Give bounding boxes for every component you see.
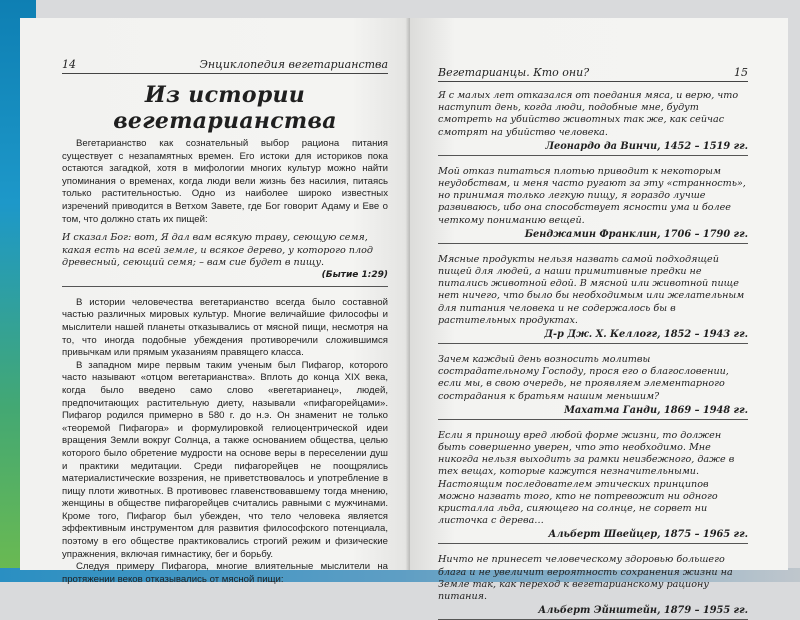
quote-author: Леонардо да Винчи, 1452 – 1519 гг.	[438, 141, 748, 156]
pythagoras-paragraph: В западном мире первым таким ученым был Пифагор, которого часто называют «отцом вегетарианства». Вплоть до конца XIX века, когда было введено само слово «вегетарианец», людей, предпочитающих растительную диету, называли «пифагорейцами». Пифагор родился примерно в 580 г. до н.э. Он знаменит не только «теоремой Пифагора» и формулировкой гелиоцентрической идеи вращения Земли вокруг Солнца, а также основанием общества, целью которого было обретение мудрости на основе веры в переселении душ и практики медитации. Среди пифагорейцев не поощрялись материалистические воззрения, не приветствовалось и употребление в пищу плоти животных. В противовес главенствовавшему тогда мнению, женщины в обществе пифагорейцев считались равными с мужчинами. Кроме того, Пифагор был убежден, что тело человека является эффективным инструментом для развития философского потенциала, поэтому в его обществе практиковались строгий режим и физические упражнения, включая гимнастику, бег и борьбу.	[62, 359, 388, 560]
quote-author: Альберт Швейцер, 1875 – 1965 гг.	[438, 529, 748, 544]
quote-text: Мой отказ питаться плотью приводит к некоторым неудобствам, и меня часто ругают за эту «странность», но принимая только легкую пищу, я гораздо лучше развиваюсь, ибо она способствует ясности ума и более четкому пониманию вещей.	[438, 165, 746, 226]
left-running-head	[62, 58, 388, 74]
left-page	[20, 18, 410, 585]
right-running-title: Вегетарианцы. Кто они?	[438, 66, 590, 79]
right-page	[410, 18, 788, 617]
quote-text: Мясные продукты нельзя назвать самой подходящей пищей для людей, а наши примитивные предки не питались животной едой. В мясной или животной пище нет ничего, что было бы необходимым или желательным для питания человека и не содержалось бы в растительных продуктах.	[438, 253, 745, 326]
bible-quote-source: (Бытие 1:29)	[321, 270, 388, 281]
closing-paragraph: Следуя примеру Пифагора, многие влиятельные мыслители на протяжении веков отказывались от мясной пищи:	[62, 561, 388, 585]
quote-block	[438, 354, 748, 420]
quote-author: Д-р Дж. Х. Келлогг, 1852 – 1943 гг.	[438, 329, 748, 344]
quote-block	[438, 254, 748, 344]
chapter-title: Из истории вегетарианства	[113, 82, 337, 134]
quote-block	[438, 430, 748, 545]
right-running-head	[438, 66, 748, 82]
quote-block	[438, 166, 748, 244]
right-page-number: 15	[734, 66, 748, 79]
bible-quote	[62, 232, 388, 287]
quote-author: Махатма Ганди, 1869 – 1948 гг.	[438, 405, 748, 420]
left-running-title: Энциклопедия вегетарианства	[199, 58, 388, 71]
quote-text: Зачем каждый день возносить молитвы сострадательному Господу, прося его о благословении, если мы, в свою очередь, не проявляем элементарного сострадания к братьям нашим меньшим?	[438, 354, 729, 402]
quote-author: Альберт Эйнштейн, 1879 – 1955 гг.	[438, 605, 748, 620]
quote-text: Я с малых лет отказался от поедания мяса, и верю, что наступит день, когда люди, подобные мне, будут смотреть на убийство животных так же, как сейчас смотрят на убийство человека.	[438, 90, 739, 138]
quote-author: Бенджамин Франклин, 1706 – 1790 гг.	[438, 229, 748, 244]
history-paragraph: В истории человечества вегетарианство всегда было составной частью различных мировых культур. Многие величайшие философы и мыслители нашей планеты отказывались от мясной пищи, несмотря на то, что иногда подобные убеждения противоречили сложившимся привычкам или прямым указаниям правящего класса.	[62, 296, 388, 359]
bible-quote-text: И сказал Бог: вот, Я дал вам всякую траву, сеющую семя, какая есть на всей земле, и всякое дерево, у которого плод древесный, сеющий семя; – вам сие будет в пищу.	[62, 232, 373, 268]
left-page-number: 14	[62, 58, 76, 71]
quote-block	[438, 554, 748, 620]
quote-text: Ничто не принесет человеческому здоровью большего блага и не увеличит вероятность сохранения жизни на Земле так, как переход к вегетарианскому рациону питания.	[438, 554, 733, 603]
quote-block	[438, 90, 748, 156]
intro-paragraph: Вегетарианство как сознательный выбор рациона питания существует с незапамятных времен. Его истоки для историков пока остаются загадкой, хотя в мифологии многих культур можно найти упоминания о временах, когда люди вели жизнь без насилия, питаясь только растительностью. Одно из наиболее широко известных изречений приводится в Ветхом Завете, где Бог говорит Адаму и Еве о том, что должно стать их пищей:	[62, 138, 388, 225]
quote-text: Если я приношу вред любой форме жизни, то должен быть совершенно уверен, что это необходимо. Мне никогда нельзя выходить за рамки неизбежного, даже в тех вещах, которые кажутся незначительными. Настоящим последователем этических принципов можно назвать того, кто не потревожит ни одного кристалла льда, сияющего на солнце, не сорвет ни листочка с дерева…	[438, 429, 735, 527]
